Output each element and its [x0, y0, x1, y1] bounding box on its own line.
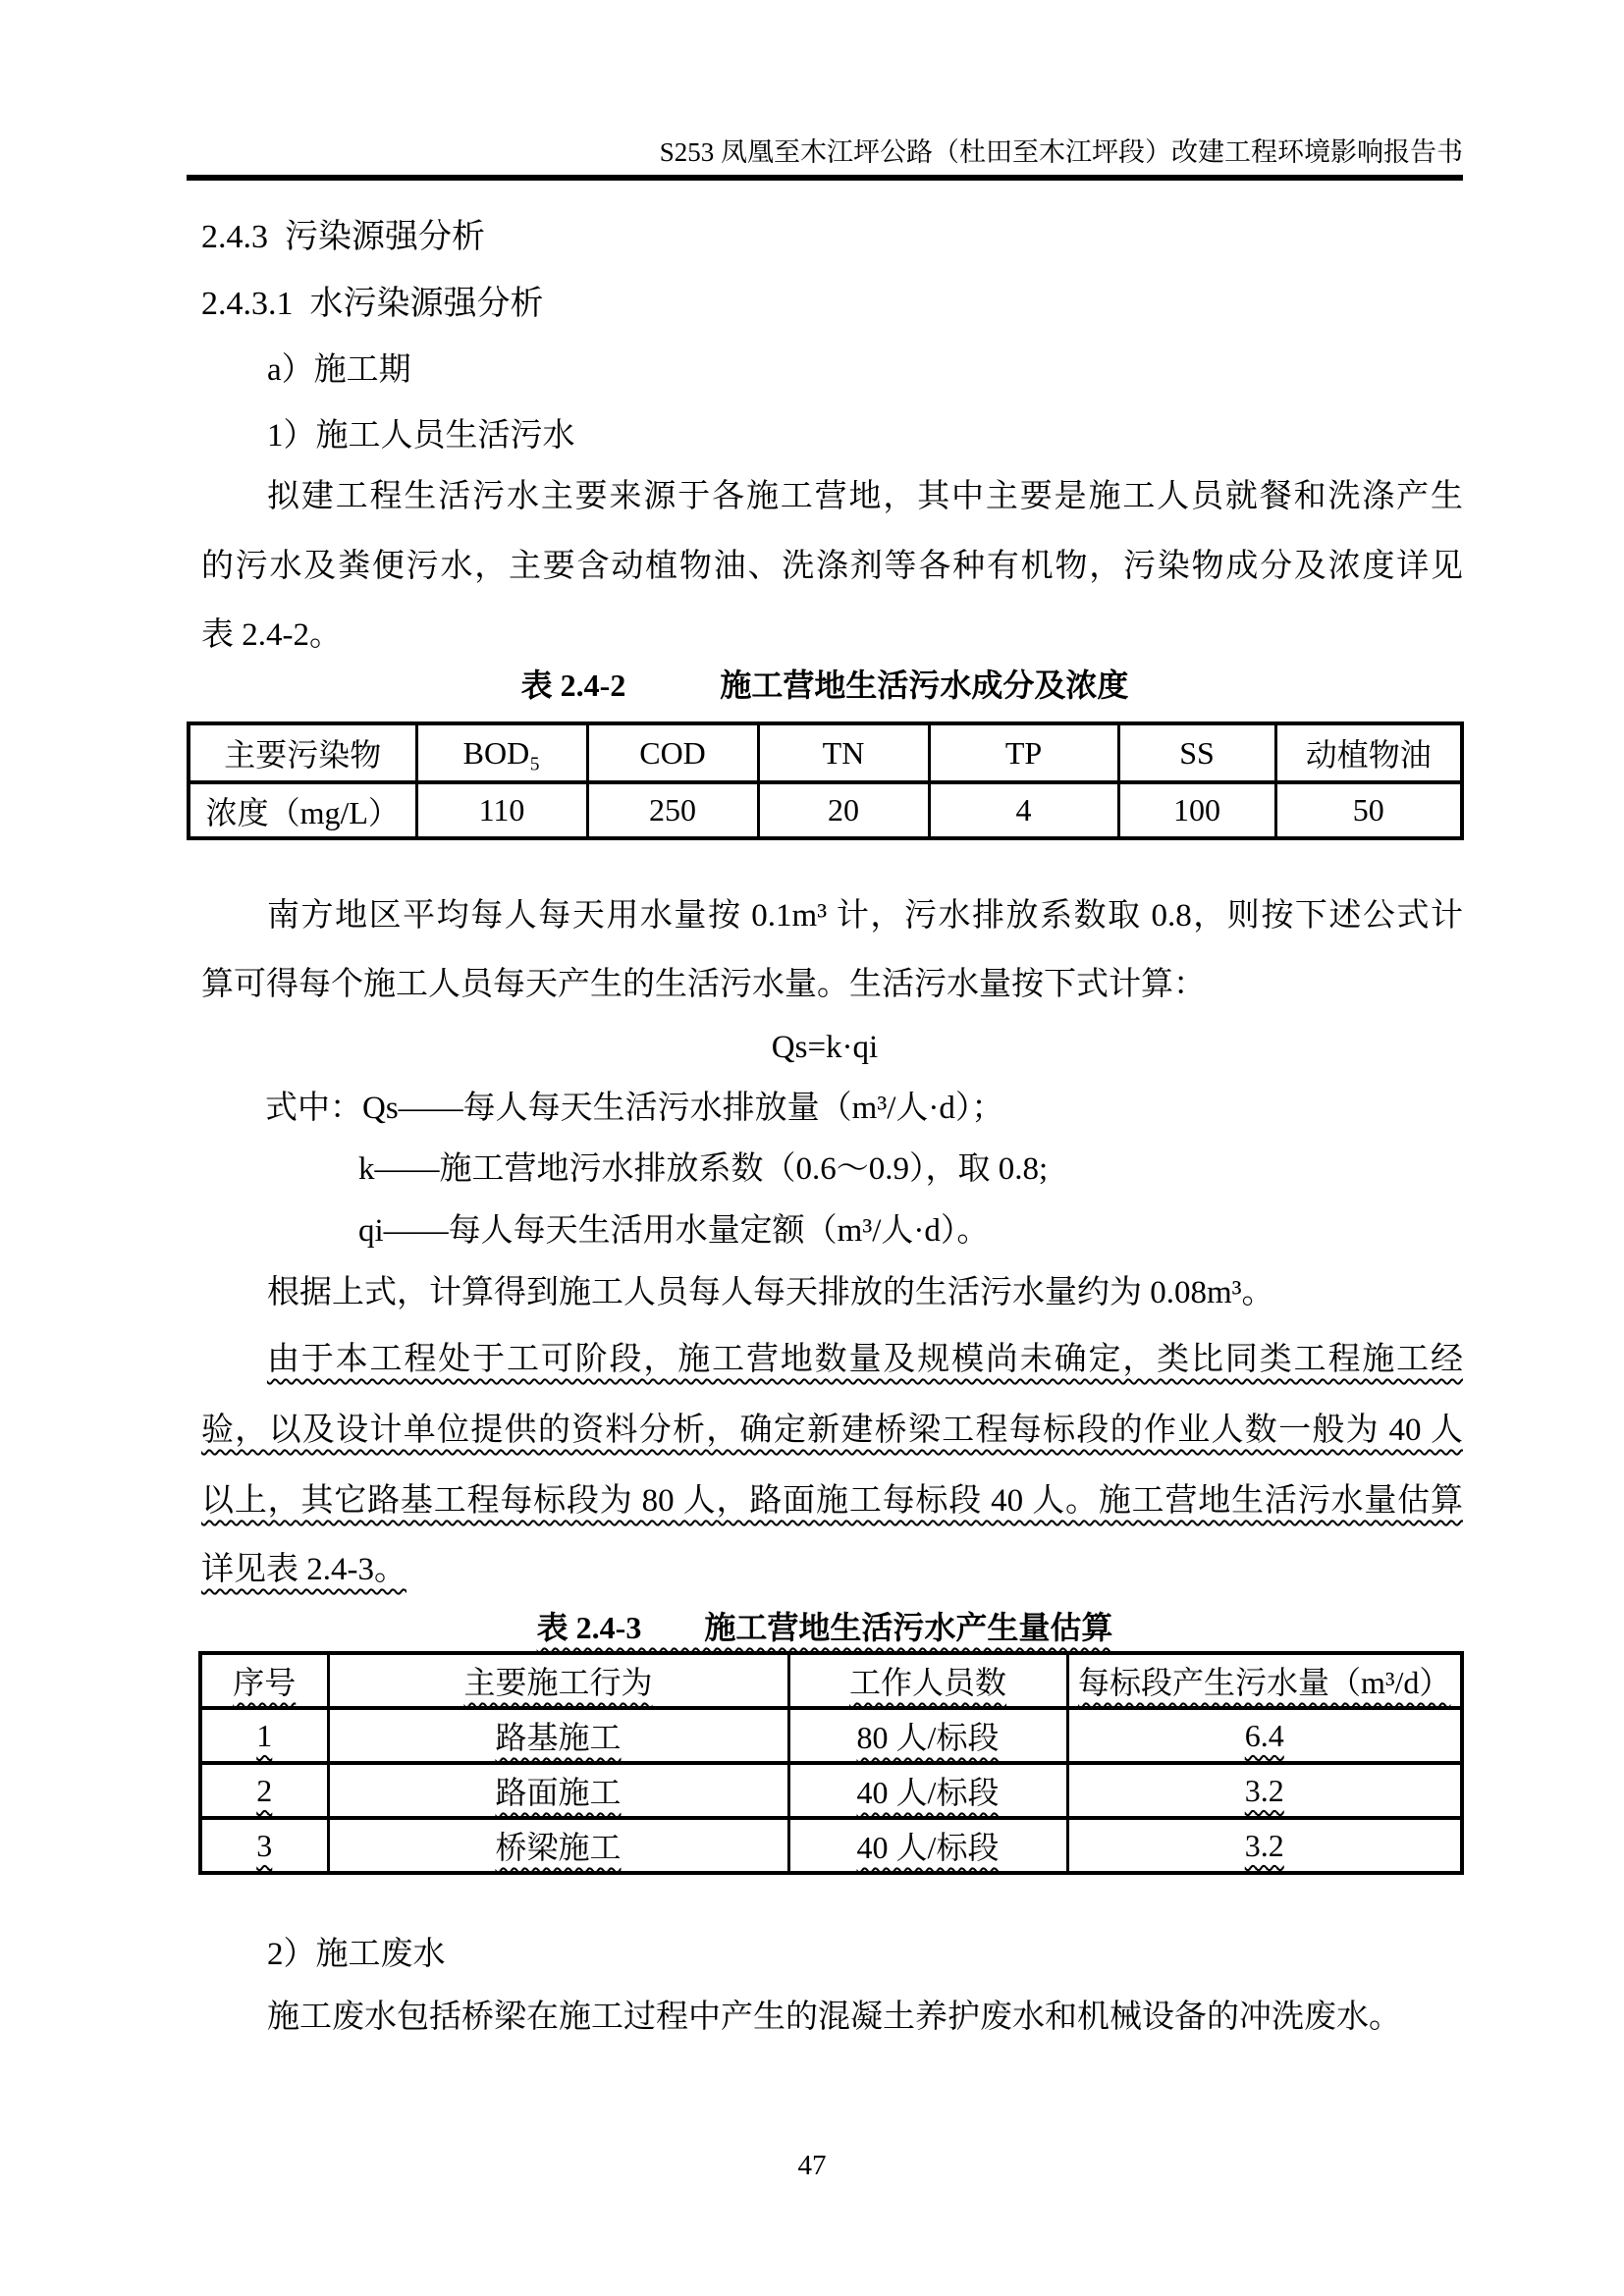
table-row [189, 723, 1462, 782]
list-item-a: a）施工期 [267, 352, 411, 388]
cell-text: 2 [256, 1772, 273, 1808]
table-cell [328, 1818, 788, 1873]
table-row [200, 1763, 1462, 1818]
cell-text: 1 [256, 1717, 273, 1753]
table-cell: 250 [587, 782, 758, 838]
paragraph-line: 验，以及设计单位提供的资料分析，确定新建桥梁工程每标段的作业人数一般为 40 人 [201, 1413, 1463, 1448]
table-header-cell [328, 1653, 788, 1708]
table-cell [1067, 1708, 1462, 1763]
cell-text: 序号 [233, 1665, 297, 1700]
paragraph-line: 根据上式，计算得到施工人员每人每天排放的生活污水量约为 0.08m³。 [267, 1275, 1274, 1310]
formula: Qs=k·qi [771, 1030, 879, 1065]
table-cell [328, 1708, 788, 1763]
table-cell: 110 [416, 782, 587, 838]
cell-text: 6.4 [1244, 1717, 1284, 1753]
table-cell: 20 [758, 782, 929, 838]
cell-text: 工作人员数 [848, 1665, 1006, 1700]
table-cell [788, 1708, 1067, 1763]
table-2-4-3-caption [187, 1610, 1463, 1647]
cell-text: 3 [256, 1827, 273, 1863]
definition-k: k——施工营地污水排放系数（0.6～0.9），取 0.8; [358, 1151, 1049, 1187]
cell-text: 3.2 [1244, 1827, 1284, 1863]
table-cell: 50 [1275, 782, 1462, 838]
table-cell [788, 1763, 1067, 1818]
table-row [189, 782, 1462, 838]
paragraph-line: 由于本工程处于工可阶段，施工营地数量及规模尚未确定，类比同类工程施工经 [267, 1342, 1463, 1377]
heading-2-4-3: 2.4.3 污染源强分析 [201, 219, 485, 255]
table-cell [328, 1763, 788, 1818]
table-header-cell: TP [929, 723, 1118, 782]
cell-text: 路面施工 [495, 1775, 622, 1810]
page-number: 47 [797, 2150, 827, 2181]
table-2-4-3-caption-text: 表 2.4-3 施工营地生活污水产生量估算 [536, 1610, 1113, 1645]
paragraph-line: 表 2.4-2。 [201, 617, 342, 653]
table-header-cell [788, 1653, 1067, 1708]
table-row [200, 1708, 1462, 1763]
heading-2-4-3-1: 2.4.3.1 水污染源强分析 [201, 286, 544, 322]
cell-text: 40 人/标段 [856, 1775, 1000, 1810]
paragraph-line: 详见表 2.4-3。 [201, 1552, 406, 1587]
paragraph-line: 的污水及粪便污水，主要含动植物油、洗涤剂等各种有机物，污染物成分及浓度详见 [201, 549, 1463, 584]
table-2-4-2-caption: 表 2.4-2 施工营地生活污水成分及浓度 [520, 667, 1129, 703]
table-cell [200, 1763, 328, 1818]
table-header-cell: SS [1118, 723, 1275, 782]
table-header-cell: TN [758, 723, 929, 782]
table-row [200, 1818, 1462, 1873]
table-cell [788, 1818, 1067, 1873]
list-item-2: 2）施工废水 [267, 1937, 446, 1972]
cell-text: 3.2 [1244, 1772, 1284, 1808]
table-cell [200, 1818, 328, 1873]
cell-text: 40 人/标段 [856, 1830, 1000, 1865]
table-cell: 4 [929, 782, 1118, 838]
header-rule [187, 175, 1463, 181]
table-header-cell: COD [587, 723, 758, 782]
cell-text: 80 人/标段 [856, 1720, 1000, 1755]
table-cell [1067, 1763, 1462, 1818]
table-header-cell: 主要污染物 [189, 723, 416, 782]
cell-text: 路基施工 [495, 1720, 622, 1755]
running-header-title: S253 凤凰至木江坪公路（杜田至木江坪段）改建工程环境影响报告书 [659, 137, 1463, 167]
table-header-cell [1067, 1653, 1462, 1708]
paragraph-line: 施工废水包括桥梁在施工过程中产生的混凝土养护废水和机械设备的冲洗废水。 [267, 2000, 1401, 2035]
table-header-cell: BOD₅ [416, 723, 587, 782]
table-cell: 浓度（mg/L） [189, 782, 416, 838]
definition-qi: qi——每人每天生活用水量定额（m³/人·d）。 [358, 1213, 990, 1249]
cell-text: 每标段产生污水量（m³/d） [1078, 1665, 1451, 1700]
paragraph-line: 算可得每个施工人员每天产生的生活污水量。生活污水量按下式计算： [201, 967, 1206, 1002]
table-cell [1067, 1818, 1462, 1873]
cell-text: 桥梁施工 [495, 1830, 622, 1865]
definition-qs: 式中：Qs——每人每天生活污水排放量（m³/人·d）； [265, 1091, 1004, 1126]
table-header-cell [200, 1653, 328, 1708]
table-row [200, 1653, 1462, 1708]
table-header-cell: 动植物油 [1275, 723, 1462, 782]
table-2-4-2 [187, 721, 1464, 840]
cell-text: 主要施工行为 [463, 1665, 653, 1700]
paragraph-line: 以上，其它路基工程每标段为 80 人，路面施工每标段 40 人。施工营地生活污水量估算 [201, 1483, 1463, 1519]
table-2-4-3 [198, 1651, 1464, 1875]
table-cell: 100 [1118, 782, 1275, 838]
paragraph-line: 南方地区平均每人每天用水量按 0.1m³ 计，污水排放系数取 0.8，则按下述公式计 [267, 898, 1463, 934]
paragraph-line: 拟建工程生活污水主要来源于各施工营地，其中主要是施工人员就餐和洗涤产生 [267, 479, 1463, 514]
list-item-1: 1）施工人员生活污水 [267, 418, 575, 454]
table-cell [200, 1708, 328, 1763]
